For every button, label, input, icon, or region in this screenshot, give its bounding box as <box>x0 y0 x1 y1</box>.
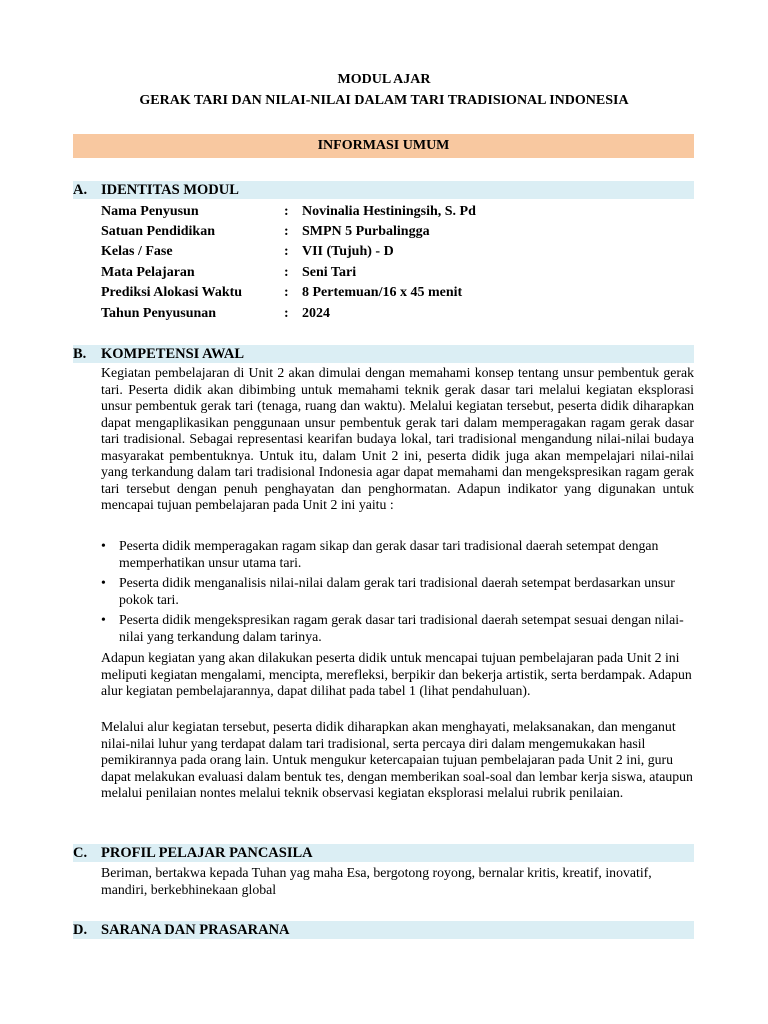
identity-value: 8 Pertemuan/16 x 45 menit <box>302 285 463 300</box>
identity-colon: : <box>284 204 289 219</box>
identity-value: SMPN 5 Purbalingga <box>302 224 430 239</box>
indicator-item <box>101 612 694 645</box>
indicator-list <box>101 538 694 649</box>
bullet-icon: • <box>101 575 106 590</box>
identity-colon: : <box>284 224 289 239</box>
section-d-letter: D. <box>73 922 88 938</box>
identity-key: Mata Pelajaran <box>101 265 195 280</box>
section-b-title: KOMPETENSI AWAL <box>101 346 245 362</box>
info-umum-banner: INFORMASI UMUM <box>73 134 694 158</box>
identity-row <box>101 283 694 303</box>
identity-colon: : <box>284 306 289 321</box>
kompetensi-paragraph-3: Melalui alur kegiatan tersebut, peserta didik diharapkan akan menghayati, melaksanakan, dan menganut nilai-nilai luhur yang terdapat dalam tari tradisional, serta percaya diri dalam mengemukakan hasil pemikirannya pada orang lain. Untuk mengukur ketercapaian tujuan pembelajaran pada Unit 2 ini, guru dapat melakukan evaluasi dalam bentuk tes, dengan memberikan soal-soal dan lembar kerja siswa, ataupun melalui penilaian nontes melalui teknik observasi kegiatan eksplorasi melalui rubrik penilaian. <box>101 719 693 800</box>
bullet-icon: • <box>101 538 106 553</box>
document-subtitle: GERAK TARI DAN NILAI-NILAI DALAM TARI TRADISIONAL INDONESIA <box>139 93 629 108</box>
identity-row <box>101 242 694 262</box>
section-b-letter: B. <box>73 346 87 362</box>
identity-colon: : <box>284 285 289 300</box>
identity-key: Satuan Pendidikan <box>101 224 215 239</box>
identity-value: 2024 <box>302 306 330 321</box>
kompetensi-paragraph-1: Kegiatan pembelajaran di Unit 2 akan dimulai dengan memahami konsep tentang unsur pembentuk gerak tari. Peserta didik akan dibimbing untuk memahami teknik gerak dasar tari melalui kegiatan eksplorasi unsur pembentuk gerak tari (tenaga, ruang dan waktu). Melalui kegiatan tersebut, peserta didik diharapkan dapat mengaplikasikan penggunaan unsur pembentuk gerak tari dalam memperagakan ragam gerak dasar tari tradisional. Sebagai representasi kearifan budaya lokal, tari tradisional mengandung nilai-nilai budaya masyarakat pembentuknya. Untuk itu, dalam Unit 2 ini, peserta didik juga akan mempelajari nilai-nilai yang terkandung dalam tari tradisional Indonesia agar dapat memahami dan mengekspresikan ragam gerak tari tersebut dengan penuh penghayatan dan penghormatan. Adapun indikator yang digunakan untuk mencapai tujuan pembelajaran pada Unit 2 ini yaitu : <box>101 365 694 512</box>
profil-pancasila-paragraph: Beriman, bertakwa kepada Tuhan yag maha Esa, bergotong royong, bernalar kritis, kreatif, inovatif, mandiri, berkebhinekaan global <box>101 865 652 897</box>
document-title: MODUL AJAR <box>337 72 431 87</box>
identity-colon: : <box>284 244 289 259</box>
identity-key: Tahun Penyusunan <box>101 306 217 321</box>
identity-row <box>101 304 694 324</box>
section-d-title: SARANA DAN PRASARANA <box>101 922 290 938</box>
indicator-item <box>101 575 694 608</box>
section-c-letter: C. <box>73 845 88 861</box>
section-b-heading <box>73 345 694 363</box>
identity-value: Novinalia Hestiningsih, S. Pd <box>302 204 476 219</box>
identity-value: Seni Tari <box>302 265 357 280</box>
section-d-heading <box>73 921 694 939</box>
indicator-text: Peserta didik mengekspresikan ragam gerak dasar tari tradisional daerah setempat sesuai dengan nilai-nilai yang terkandung dalam tarinya. <box>119 612 684 644</box>
identity-key: Nama Penyusun <box>101 204 199 219</box>
indicator-text: Peserta didik menganalisis nilai-nilai dalam gerak tari tradisional daerah setempat berdasarkan unsur pokok tari. <box>119 575 675 607</box>
identity-key: Kelas / Fase <box>101 244 173 259</box>
identity-key: Prediksi Alokasi Waktu <box>101 285 243 300</box>
identity-colon: : <box>284 265 289 280</box>
section-c-title: PROFIL PELAJAR PANCASILA <box>101 845 313 861</box>
section-c-heading <box>73 844 694 862</box>
section-a-letter: A. <box>73 182 88 198</box>
kompetensi-paragraph-2: Adapun kegiatan yang akan dilakukan peserta didik untuk mencapai tujuan pembelajaran pada Unit 2 ini meliputi kegiatan mengalami, mencipta, merefleksi, berpikir dan bekerja artistik, serta berdampak. Adapun alur kegiatan pembelajarannya, dapat dilihat pada tabel 1 (lihat pendahuluan). <box>101 650 692 698</box>
section-a-title: IDENTITAS MODUL <box>101 182 239 198</box>
identity-value: VII (Tujuh) - D <box>302 244 394 259</box>
identity-row <box>101 202 694 222</box>
indicator-item <box>101 538 694 571</box>
bullet-icon: • <box>101 612 106 627</box>
section-a-heading <box>73 181 694 199</box>
indicator-text: Peserta didik memperagakan ragam sikap dan gerak dasar tari tradisional daerah setempat dengan memperhatikan unsur utama tari. <box>119 538 659 570</box>
identity-row <box>101 263 694 283</box>
identity-row <box>101 222 694 242</box>
